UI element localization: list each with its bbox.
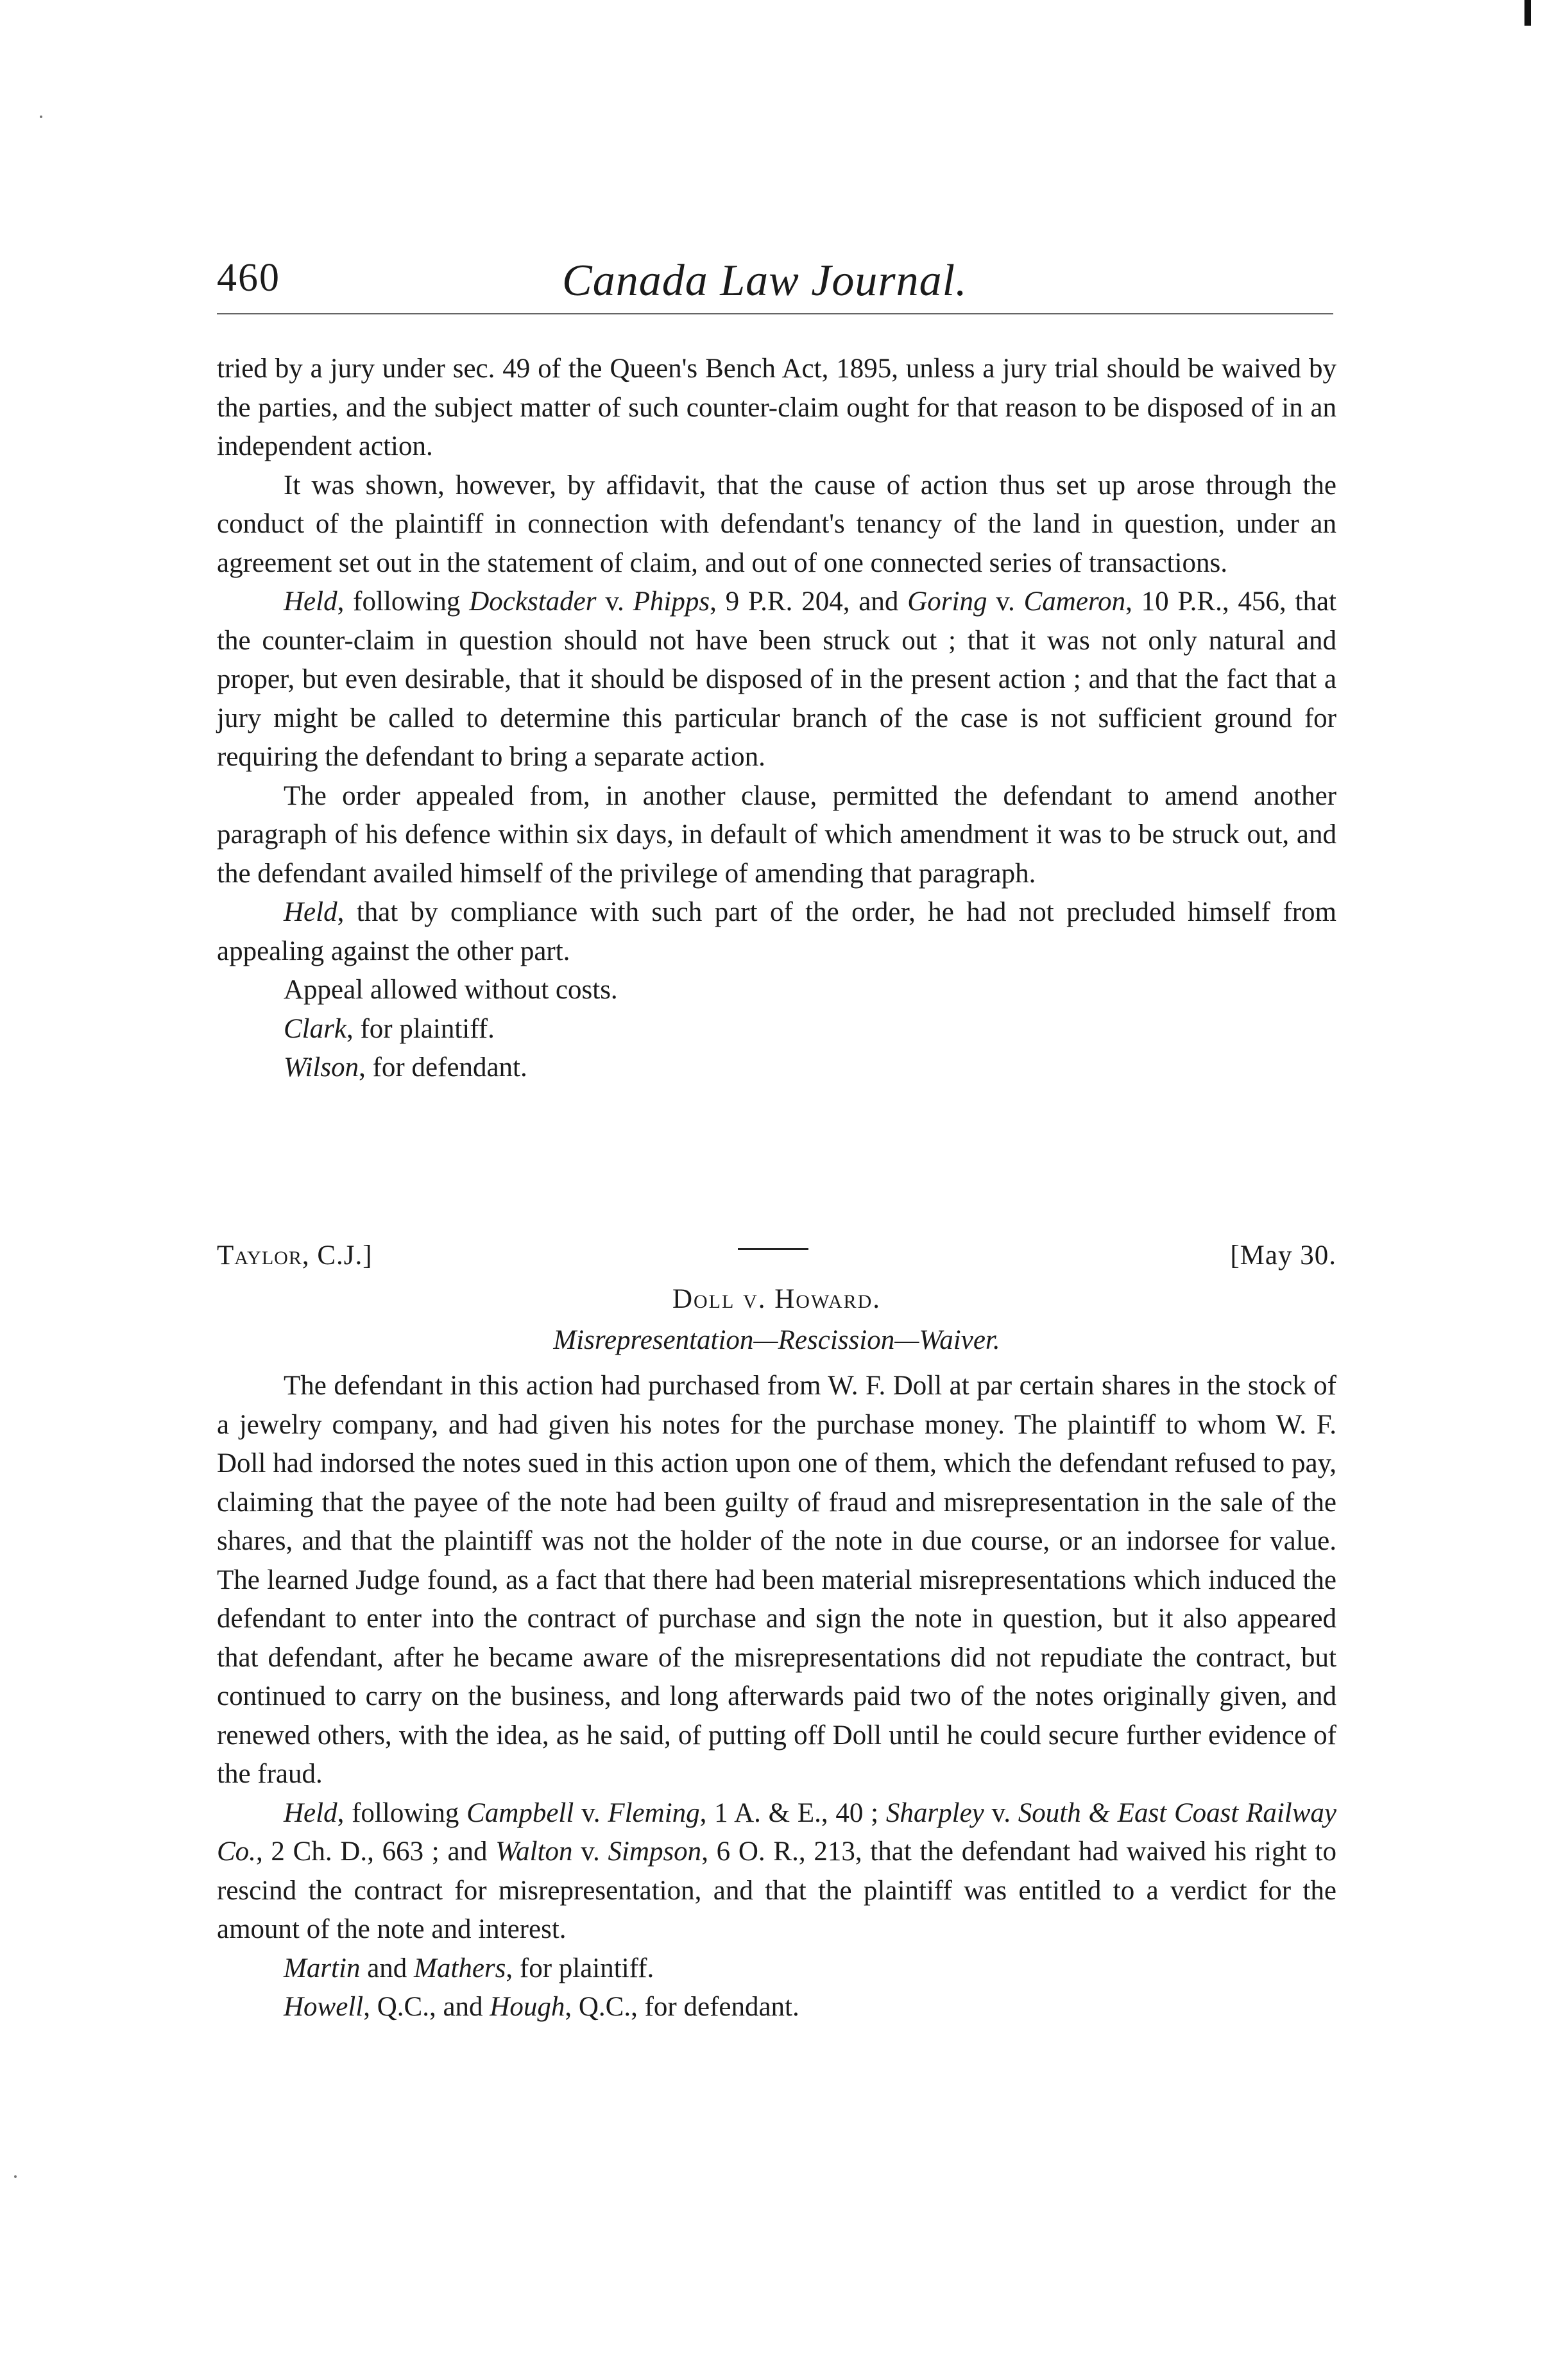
running-header <box>217 255 1346 307</box>
second-case-body <box>217 1367 1336 2027</box>
counsel-line: Wilson, for defendant. <box>284 1052 527 1083</box>
paragraph: The defendant in this action had purchased from W. F. Doll at par certain shares in the stock of a jewelry company, and had given his notes for the purchase money. The plaintiff to whom W. F. Doll had indorsed the notes sued in this action upon one of them, which the defendant refused to pay, claiming that the payee of the note had been guilty of fraud and misrepresentation in the sale of the shares, and that the plaintiff was not the holder of the note in due course, or an indorsee for value. The learned Judge found, as a fact that there had been material misrepresentations which induced the defendant to enter into the contract of purchase and sign the note in question, but it also appeared that defendant, after he became aware of the misrepresentations did not repudiate the contract, but continued to carry on the business, and long afterwards paid two of the notes originally given, and renewed others, with the idea, as he said, of putting off Doll until he could secure further evidence of the fraud. <box>217 1371 1336 1789</box>
case-name: Walton <box>495 1836 573 1867</box>
decision-date: [May 30. <box>1230 1240 1336 1271</box>
case-name: Dockstader <box>469 586 597 617</box>
counsel-name: Martin <box>284 1953 361 1983</box>
case-name: Campbell <box>466 1797 574 1828</box>
case-name: Phipps <box>633 586 710 617</box>
paragraph: tried by a jury under sec. 49 of the Queen's Bench Act, 1895, unless a jury trial should be waived by the parties, and the subject matter of such counter-claim ought for that reason to be disposed of in an independent action. <box>217 354 1336 461</box>
counsel-line: Martin and Mathers, for plaintiff. <box>284 1953 654 1983</box>
scan-mark <box>1524 0 1531 26</box>
result-line: Appeal allowed without costs. <box>284 975 618 1005</box>
case-name: Cameron <box>1023 586 1126 617</box>
journal-title: Canada Law Journal. <box>562 256 968 305</box>
held-paragraph: Held, following Dockstader v. Phipps, 9 P.R. 204, and Goring v. Cameron, 10 P.R., 456, that the counter-claim in question should not have been struck out ; that it was not only natural and proper, but even desirable, that it should be disposed of in the present action ; and that the fact that a jury might be called to determine this particular branch of the case is not sufficient ground for requiring the defendant to bring a separate action. <box>217 586 1337 772</box>
counsel-line: Howell, Q.C., and Hough, Q.C., for defendant. <box>284 1992 799 2022</box>
counsel-name: Wilson <box>284 1052 359 1083</box>
judge-name: Taylor, C.J.] <box>217 1240 373 1271</box>
paragraph: It was shown, however, by affidavit, that the cause of action thus set up arose through the conduct of the plaintiff in connection with defendant's tenancy of the land in question, under an agreement set out in the statement of claim, and out of one connected series of transactions. <box>217 470 1336 578</box>
case-subject: Misrepresentation—Rescission—Waiver. <box>553 1325 1000 1355</box>
held-label: Held <box>284 586 337 617</box>
case-name: Fleming <box>608 1797 700 1828</box>
paragraph: The order appealed from, in another clause, permitted the defendant to amend another paragraph of his defence within six days, in default of which amendment it was to be struck out, and the defendant availed himself of the privilege of amending that paragraph. <box>217 780 1336 889</box>
scan-speck <box>40 116 42 118</box>
held-label: Held <box>284 1797 337 1828</box>
case-title: Doll v. Howard. <box>672 1284 882 1314</box>
first-case-continuation <box>217 350 1336 1088</box>
counsel-name: Clark <box>284 1013 346 1044</box>
counsel-name: Howell <box>284 1992 364 2022</box>
page-number: 460 <box>217 256 280 300</box>
case-name: Goring <box>907 586 987 617</box>
counsel-line: Clark, for plaintiff. <box>284 1013 495 1044</box>
held-paragraph: Held, following Campbell v. Fleming, 1 A. & E., 40 ; Sharpley v. South & East Coast Railway Co., 2 Ch. D., 663 ; and Walton v. Simpson, 6 O. R., 213, that the defendant had waived his right to rescind the contract for misrepresentation, and that the plaintiff was entitled to a verdict for the amount of the note and interest. <box>217 1797 1336 1944</box>
scan-speck <box>14 2175 17 2178</box>
case-name: Simpson <box>608 1836 702 1867</box>
counsel-name: Mathers <box>414 1953 506 1983</box>
header-rule <box>217 313 1333 314</box>
held-label: Held <box>284 897 337 927</box>
held-paragraph: Held, that by compliance with such part of the order, he had not precluded himself from appealing against the other part. <box>217 897 1336 966</box>
counsel-name: Hough <box>490 1992 565 2022</box>
case-name: South & East Coast Railway Co. <box>217 1797 1336 1867</box>
case-heading-line <box>217 1240 1336 1280</box>
case-name: Sharpley <box>885 1797 984 1828</box>
